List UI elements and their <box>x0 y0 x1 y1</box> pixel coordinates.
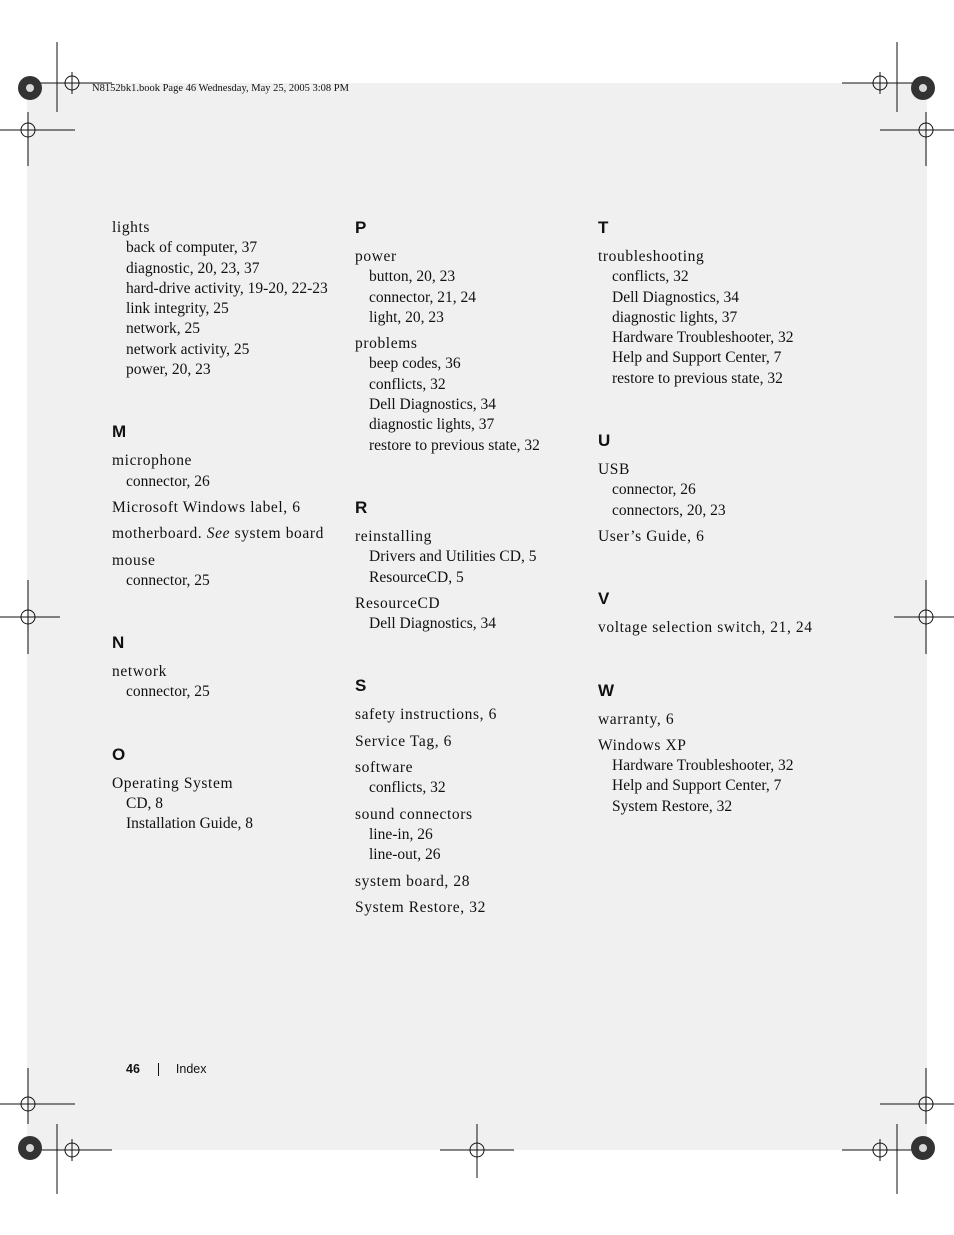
index-entry <box>355 334 575 456</box>
index-section <box>355 676 575 918</box>
index-term-text: sound connectors <box>355 805 473 823</box>
index-subterm: Help and Support Center, 7 <box>612 349 782 367</box>
index-term <box>598 460 818 480</box>
index-entry <box>112 774 332 835</box>
section-gap <box>355 634 575 676</box>
index-subterm: restore to previous state, 32 <box>612 369 783 387</box>
index-term-text: safety instructions, 6 <box>355 706 497 724</box>
section-letter: V <box>598 589 610 609</box>
index-entry <box>598 527 818 547</box>
index-term <box>112 551 332 571</box>
see-reference-target: system board <box>234 525 324 543</box>
index-term-text: troubleshooting <box>598 248 705 265</box>
index-term-text: system board, 28 <box>355 872 471 890</box>
index-term <box>112 498 332 518</box>
index-term <box>355 594 575 614</box>
section-letter: M <box>112 422 127 442</box>
section-letter: W <box>598 680 615 700</box>
index-subterm: connector, 25 <box>126 571 210 589</box>
index-term <box>112 524 332 544</box>
footer-section: Index <box>175 1062 207 1076</box>
index-subterm: line-out, 26 <box>369 846 441 864</box>
section-letter: R <box>355 497 368 517</box>
index-term-text: Microsoft Windows label, 6 <box>112 498 301 516</box>
index-subterm: network, 25 <box>126 320 201 338</box>
section-gap <box>598 639 818 681</box>
section-gap <box>355 456 575 498</box>
index-term <box>355 758 575 778</box>
section-letter: N <box>112 633 125 653</box>
index-subterm: System Restore, 32 <box>612 797 733 815</box>
index-subterm: light, 20, 23 <box>369 308 444 326</box>
index-term-text: voltage selection switch, 21, 24 <box>598 619 813 637</box>
index-entry <box>598 460 818 521</box>
index-term <box>355 527 575 547</box>
index-section <box>112 745 332 835</box>
index-column-2 <box>355 218 575 918</box>
index-section <box>112 422 332 591</box>
index-subterm: back of computer, 37 <box>126 239 258 257</box>
index-subterm: restore to previous state, 32 <box>369 436 540 454</box>
index-subterm: ResourceCD, 5 <box>369 568 464 586</box>
index-subterm: line-in, 26 <box>369 825 433 843</box>
index-term-text: microphone <box>112 452 193 470</box>
index-entry <box>598 618 818 638</box>
index-term <box>598 710 818 730</box>
index-subterm: diagnostic lights, 37 <box>369 416 495 434</box>
index-term-text: network <box>112 663 167 681</box>
section-gap <box>112 380 332 422</box>
index-term <box>355 872 575 892</box>
page-footer <box>126 1062 207 1076</box>
index-term-text: problems <box>355 335 418 353</box>
index-subterm: connector, 21, 24 <box>369 288 476 306</box>
index-term <box>598 247 818 267</box>
section-letter: O <box>112 744 126 764</box>
page-number: 46 <box>126 1062 140 1076</box>
section-gap <box>598 389 818 431</box>
index-term-text: warranty, 6 <box>598 710 675 728</box>
index-subterm: Dell Diagnostics, 34 <box>369 615 496 633</box>
index-term-text: ResourceCD <box>355 594 441 612</box>
index-entry <box>355 898 575 918</box>
index-subterm: connectors, 20, 23 <box>612 501 726 519</box>
index-subterm: beep codes, 36 <box>369 355 461 373</box>
index-term <box>355 247 575 267</box>
index-term-text: User’s Guide, 6 <box>598 527 705 545</box>
index-term-text: mouse <box>112 551 156 569</box>
index-entry <box>112 662 332 703</box>
index-subterm: Dell Diagnostics, 34 <box>612 288 739 306</box>
index-term-text: USB <box>598 461 630 479</box>
see-reference-label: See <box>206 525 231 543</box>
index-term-text: software <box>355 759 414 777</box>
index-subterm: power, 20, 23 <box>126 361 211 379</box>
index-section <box>598 218 818 389</box>
index-entry <box>112 218 332 380</box>
index-entry <box>355 705 575 725</box>
index-entry <box>112 451 332 492</box>
section-letter: S <box>355 676 367 696</box>
index-term <box>355 805 575 825</box>
index-term-text: reinstalling <box>355 527 432 545</box>
index-section <box>355 218 575 456</box>
index-term-text: lights <box>112 219 151 236</box>
index-term <box>112 218 332 238</box>
index-subterm: hard-drive activity, 19-20, 22-23 <box>126 279 328 297</box>
print-slug: N8152bk1.book Page 46 Wednesday, May 25, 2005 3:08 PM <box>92 83 349 94</box>
index-subterm: Hardware Troubleshooter, 32 <box>612 757 794 775</box>
index-subterm: Hardware Troubleshooter, 32 <box>612 329 794 347</box>
index-term-text: motherboard. <box>112 525 203 543</box>
index-term-text: Operating System <box>112 774 234 792</box>
section-gap <box>598 547 818 589</box>
section-letter: U <box>598 431 611 451</box>
index-column-1 <box>112 218 332 835</box>
index-subterm: Dell Diagnostics, 34 <box>369 396 496 414</box>
index-section <box>598 681 818 817</box>
index-subterm: link integrity, 25 <box>126 300 229 318</box>
index-section <box>112 218 332 380</box>
index-term <box>355 705 575 725</box>
index-term-text: System Restore, 32 <box>355 898 486 916</box>
index-subterm: Help and Support Center, 7 <box>612 777 782 795</box>
index-entry <box>355 805 575 866</box>
index-entry <box>355 247 575 328</box>
index-subterm: connector, 26 <box>126 472 210 490</box>
index-entry <box>355 732 575 752</box>
section-letter: T <box>598 218 609 237</box>
index-term <box>355 732 575 752</box>
index-term <box>355 898 575 918</box>
index-term-text: Windows XP <box>598 736 687 754</box>
index-term <box>598 527 818 547</box>
index-section <box>112 633 332 703</box>
index-term <box>112 662 332 682</box>
index-section <box>598 431 818 547</box>
index-subterm: button, 20, 23 <box>369 268 456 286</box>
index-term <box>598 736 818 756</box>
index-subterm: conflicts, 32 <box>369 375 446 393</box>
index-entry <box>598 247 818 389</box>
footer-divider <box>158 1063 159 1076</box>
index-entry <box>112 551 332 592</box>
section-letter: P <box>355 218 367 237</box>
index-subterm: Installation Guide, 8 <box>126 815 253 833</box>
index-term <box>112 451 332 471</box>
section-gap <box>112 591 332 633</box>
index-subterm: diagnostic lights, 37 <box>612 308 738 326</box>
index-entry <box>112 524 332 544</box>
index-subterm: diagnostic, 20, 23, 37 <box>126 259 260 277</box>
index-term-text: Service Tag, 6 <box>355 732 452 750</box>
index-column-3 <box>598 218 818 817</box>
index-term <box>355 334 575 354</box>
index-section <box>355 498 575 634</box>
index-term <box>598 618 818 638</box>
index-entry <box>355 758 575 799</box>
index-entry <box>598 736 818 817</box>
index-entry <box>355 872 575 892</box>
index-subterm: Drivers and Utilities CD, 5 <box>369 548 537 566</box>
index-subterm: connector, 26 <box>612 481 696 499</box>
index-subterm: conflicts, 32 <box>612 268 689 286</box>
index-subterm: connector, 25 <box>126 683 210 701</box>
index-section <box>598 589 818 638</box>
index-entry <box>355 527 575 588</box>
index-subterm: network activity, 25 <box>126 340 250 358</box>
index-subterm: conflicts, 32 <box>369 779 446 797</box>
index-term-text: power <box>355 248 397 265</box>
index-entry <box>112 498 332 518</box>
index-entry <box>598 710 818 730</box>
index-term <box>112 774 332 794</box>
section-gap <box>112 703 332 745</box>
index-entry <box>355 594 575 635</box>
index-subterm: CD, 8 <box>126 795 164 813</box>
